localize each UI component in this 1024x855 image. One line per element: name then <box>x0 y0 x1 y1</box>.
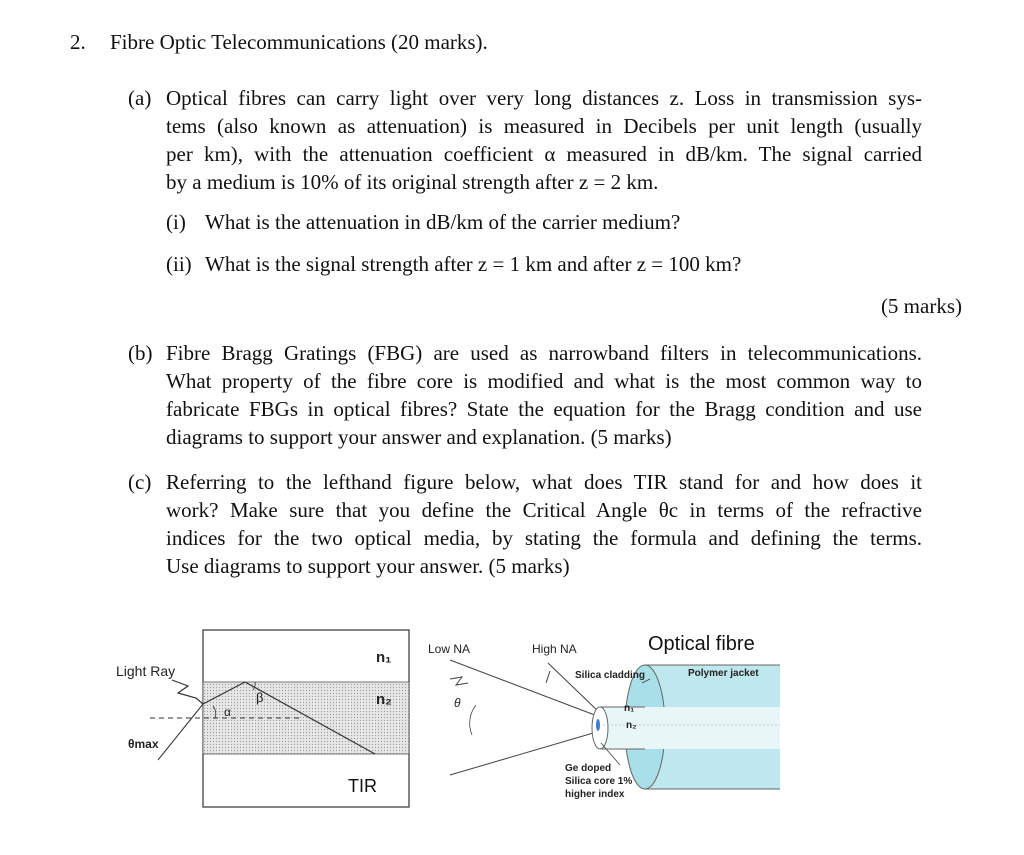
n2-label: n₂ <box>376 691 392 708</box>
part-c-paragraph <box>166 468 922 580</box>
core-dot <box>596 719 600 731</box>
core-label-line-2: Silica core 1% <box>565 776 633 787</box>
light-ray-label: Light Ray <box>116 663 176 679</box>
alpha-label: α <box>224 705 231 719</box>
part-b-label: (b) <box>128 341 153 365</box>
low-na-ray <box>450 677 468 685</box>
part-c-line-4: Use diagrams to support your answer. (5 marks) <box>166 554 570 578</box>
optical-fibre-title: Optical fibre <box>648 633 755 655</box>
core-label-line-1: Ge doped <box>565 763 612 774</box>
high-na-ray <box>546 671 550 683</box>
part-b-paragraph <box>166 339 922 451</box>
cladding-end <box>592 707 608 749</box>
tir-label: TIR <box>348 776 377 796</box>
part-c-label: (c) <box>128 470 152 494</box>
question-number: 2. <box>70 30 86 54</box>
theta-label: θ <box>454 696 461 710</box>
part-a-line-3: per km), with the attenuation coefficient α measured in dB/km. The signal carried <box>166 142 922 166</box>
optical-fibre-figure <box>420 625 780 810</box>
theta-arc <box>470 705 476 735</box>
polymer-jacket-label: Polymer jacket <box>688 668 759 679</box>
part-a-ii-text: What is the signal strength after z = 1 km and after z = 100 km? <box>205 252 742 276</box>
part-c-line-1: Referring to the lefthand figure below, what does TIR stand for and how does it <box>166 470 922 494</box>
part-a-line-2: tems (also known as attenuation) is measured in Decibels per unit length (usually <box>166 114 922 138</box>
light-ray-incoming <box>172 680 203 704</box>
theta-max-label: θmax <box>128 737 159 751</box>
theta-max-line <box>158 704 203 760</box>
part-a-i-text: What is the attenuation in dB/km of the carrier medium? <box>205 210 681 234</box>
silica-cladding-label: Silica cladding <box>575 670 646 681</box>
low-na-upper-line <box>450 660 600 717</box>
part-c-line-2: work? Make sure that you define the Critical Angle θc in terms of the refractive <box>166 498 922 522</box>
part-b-line-3: fabricate FBGs in optical fibres? State the equation for the Bragg condition and use <box>166 397 922 421</box>
part-b-line-1: Fibre Bragg Gratings (FBG) are used as narrowband filters in telecommunications. <box>166 341 922 365</box>
part-a-line-1: Optical fibres can carry light over very long distances z. Loss in transmission sys- <box>166 86 922 110</box>
part-a-i-label: (i) <box>166 210 186 234</box>
fibre-n1-label: n₁ <box>624 703 635 714</box>
high-na-label: High NA <box>532 642 577 656</box>
core-label-line-3: higher index <box>565 789 625 800</box>
part-c-line-3: indices for the two optical media, by stating the formula and defining the terms. <box>166 526 922 550</box>
n1-label: n₁ <box>376 649 392 666</box>
question-title: Fibre Optic Telecommunications (20 marks). <box>110 30 488 54</box>
part-a-ii-label: (ii) <box>166 252 192 276</box>
part-a-paragraph <box>166 84 922 196</box>
part-b-line-4: diagrams to support your answer and explanation. (5 marks) <box>166 425 672 449</box>
low-na-label: Low NA <box>428 642 471 656</box>
fibre-n2-label: n₂ <box>626 720 637 731</box>
part-a-line-4: by a medium is 10% of its original strength after z = 2 km. <box>166 170 659 194</box>
part-a-label: (a) <box>128 86 152 110</box>
part-b-line-2: What property of the fibre core is modified and what is the most common way to <box>166 369 922 393</box>
part-a-marks: (5 marks) <box>880 294 962 318</box>
beta-label: β <box>256 690 264 705</box>
tir-figure <box>110 620 430 820</box>
